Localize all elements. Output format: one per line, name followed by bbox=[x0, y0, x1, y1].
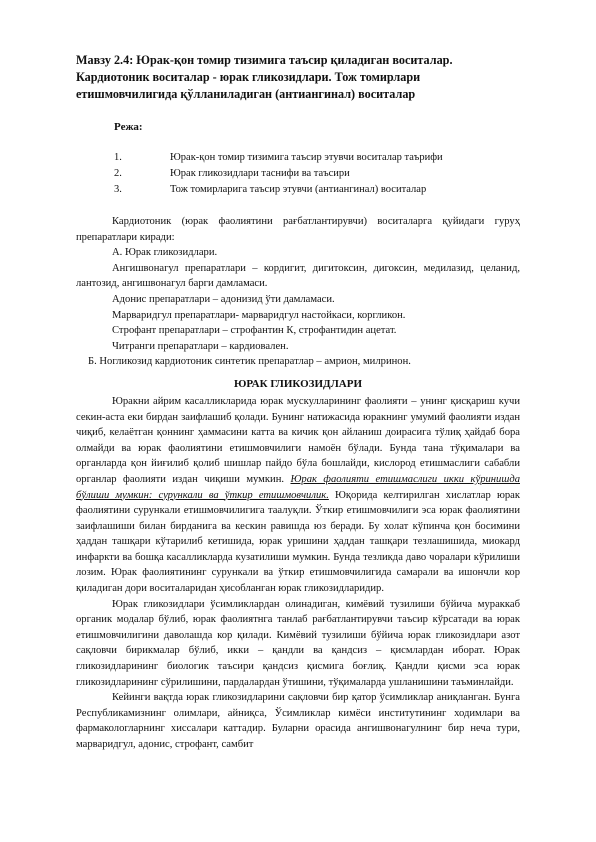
group-b-heading: Б. Ногликозид кардиотоник синтетик препаратлар – амрион, милринон. bbox=[88, 356, 411, 368]
paragraph-text: Юқорида келтирилган хислатлар юрак фаолиятини сурункали етишмовчилигига таалуқли. Ўткир етишмовчилиги эса юрак фаолиятини заифлашиши билан бирданига ва кескин равишда юз беради. Бу холат кўпинча қон босимини ҳаддан ташқари кўтарилиб кетишида, юрак уришини ҳаддан ташқари тезлашишида, миокард инфаркти ва бошқа касалликларда кузатилиши мумкин. Бунда тезликда даво чоралари кўрилиши лозим. Юрак фаолиятининг сурункали ва ўткир етишмовчилигида самарали ва ишончли кор қиладиган дори воситаларидан ҳисобланган юрак гликозидларидир. bbox=[76, 489, 521, 595]
plan-item-text: Юрак-қон томир тизимига таъсир этувчи воситалар таърифи bbox=[170, 152, 443, 163]
plan-item-text: Юрак гликозидлари таснифи ва таъсири bbox=[170, 168, 350, 179]
plan-item-number: 2. bbox=[114, 168, 122, 179]
drug-group-item: Читранги препаратлари – кардиовален. bbox=[112, 340, 289, 352]
page-title: Мавзу 2.4: Юрак-қон томир тизимига таъсир қиладиган воситалар. Кардиотоник воситалар - юрак гликозидлари. Тож томирлари етишмовчилигида қўлланиладиган (антиангинал) воситалар bbox=[76, 53, 453, 101]
drug-group-item: Адонис препаратлари – адонизид ўти дамламаси. bbox=[112, 293, 335, 305]
plan-label: Режа: bbox=[114, 121, 143, 133]
body-paragraph-2: Юрак гликозидлари ўсимликлардан олинадиган, кимёвий тузилиши бўйича мураккаб органик модалар бўлиб, юрак фаолиятнга танлаб рағбатлантирувчи таъсир кўрсатади ва юрак етишмовчилигини даволашда кор қилади. Кимёвий тузилиши бўйича юрак гликозидлари азот сақловчи бирикмалар бўлиб, икки – қандли ва қандсиз – қисмлардан иборат. Юрак гликозидларининг биологик таъсири қандсиз қисмига боғлиқ. Қандли қисми эса юрак гликозидларининг сўрилишини, пардалардан ўтишини, тўқималарда ушланишини таъминлайди. bbox=[76, 598, 520, 688]
underlined-emphasis: Юрак фаолияти етишмаслиги икки кўринишда бўлиши мумкин: сурункали ва ўткир етишмовчилик. bbox=[76, 473, 520, 501]
plan-list bbox=[76, 150, 520, 198]
drug-group-item: Ангишвонагул препаратлари – кордигит, дигитоксин, дигоксин, медилазид, целанид, лантозид, ангишвонагул барги дамламаси. bbox=[76, 262, 520, 290]
intro-paragraph: Кардиотоник (юрак фаолиятини рағбатлантирувчи) воситаларга қуйидаги гуруҳ препаратлари киради: bbox=[76, 216, 520, 243]
drug-group-item: Марваридгул препаратлари- марваридгул настойкаси, коргликон. bbox=[112, 309, 406, 321]
body-paragraph-1 bbox=[76, 394, 520, 597]
plan-item-number: 1. bbox=[114, 152, 122, 163]
plan-item-text: Тож томирларига таъсир этувчи (антиангинал) воситалар bbox=[170, 184, 427, 195]
plan-item bbox=[76, 150, 520, 166]
plan-item-number: 3. bbox=[114, 184, 122, 195]
plan-item bbox=[76, 182, 520, 198]
group-a-heading: А. Юрак гликозидлари. bbox=[112, 247, 218, 259]
section-heading: ЮРАК ГЛИКОЗИДЛАРИ bbox=[233, 377, 363, 390]
plan-item bbox=[76, 166, 520, 182]
paragraph-text: Юракни айрим касалликларида юрак мускулларининг фаолияти – унинг қисқариш кучи секин-аста еки бирдан заифлашиб қолади. Бунинг натижасида юракнинг умумий фаолияти издан чиқиб, келаётган қоннинг ҳаммасини катта ва кичик қон айланиш доирасига тўлиқ ҳайдаб бора олмайди ва юрак фаолиятини етишмовчилиги намоён бўлади. Бунда тана тўқималари ва органларда қон йиғилиб қолиб шишлар пайдо бўла бошлайди, кислород етишмаслиги сабабли органлар фаолияти издан чиқиши мумкин. bbox=[76, 395, 520, 485]
page-content bbox=[76, 52, 520, 753]
body-paragraph-3: Кейинги вақтда юрак гликозидларини сақловчи бир қатор ўсимликлар аниқланган. Бунга Республикамизнинг олимлари, айниқса, Ўсимликлар кимёси институтининг ходимлари ва фармакологларнинг хиссалари каттадир. Буларни орасида ангишвонагулнинг бир неча тури, марваридгул, адонис, строфант, самбит bbox=[76, 692, 520, 750]
drug-group-item: Строфант препаратлари – строфантин К, строфантидин ацетат. bbox=[112, 325, 397, 337]
